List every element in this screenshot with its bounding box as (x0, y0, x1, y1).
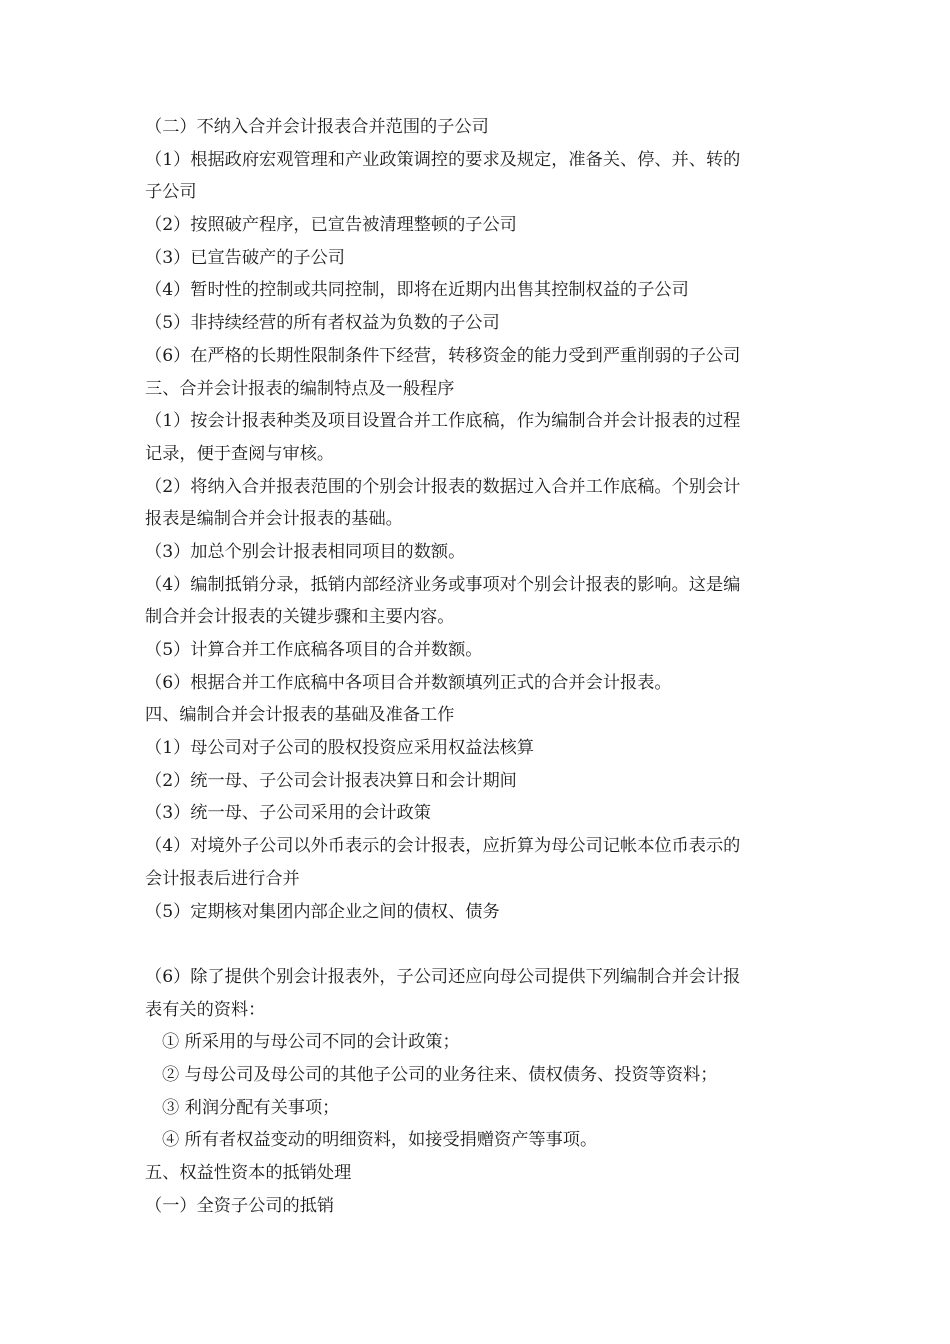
text-line: （4）暂时性的控制或共同控制，即将在近期内出售其控制权益的子公司 (145, 280, 689, 301)
section-heading: （二）不纳入合并会计报表合并范围的子公司 (145, 117, 489, 137)
text-line: 子公司 (145, 182, 197, 203)
text-line: 会计报表后进行合并 (145, 868, 300, 889)
text-line: （6）在严格的长期性限制条件下经营，转移资金的能力受到严重削弱的子公司 (145, 345, 741, 366)
text-line: （1）按会计报表种类及项目设置合并工作底稿，作为编制合并会计报表的过程 (145, 411, 741, 432)
text-line: （3）统一母、子公司采用的会计政策 (145, 803, 431, 824)
list-item: ② 与母公司及母公司的其他子公司的业务往来、债权债务、投资等资料； (162, 1064, 718, 1085)
text-line: （2）按照破产程序，已宣告被清理整顿的子公司 (145, 215, 517, 236)
text-line: （4）编制抵销分录，抵销内部经济业务或事项对个别会计报表的影响。这是编 (145, 574, 741, 595)
text-line: （4）对境外子公司以外币表示的会计报表，应折算为母公司记帐本位币表示的 (145, 836, 741, 857)
blank-line (145, 928, 810, 961)
section-heading: 三、合并会计报表的编制特点及一般程序 (145, 378, 455, 399)
text-line: （2）统一母、子公司会计报表决算日和会计期间 (145, 770, 517, 791)
section-heading: 四、编制合并会计报表的基础及准备工作 (145, 705, 455, 726)
text-line: （1）根据政府宏观管理和产业政策调控的要求及规定，准备关、停、并、转的 (145, 149, 741, 170)
text-line: （5）非持续经营的所有者权益为负数的子公司 (145, 313, 500, 334)
text-line: （6）除了提供个别会计报表外，子公司还应向母公司提供下列编制合并会计报 (145, 966, 741, 987)
text-line: 记录，便于查阅与审核。 (145, 443, 335, 464)
text-line: 报表是编制合并会计报表的基础。 (145, 509, 403, 530)
text-line: （3）加总个别会计报表相同项目的数额。 (145, 541, 466, 562)
list-item: ④ 所有者权益变动的明细资料，如接受捐赠资产等事项。 (162, 1130, 598, 1151)
list-item: ① 所采用的与母公司不同的会计政策； (162, 1032, 460, 1053)
list-item: ③ 利润分配有关事项； (162, 1097, 340, 1118)
text-line: 制合并会计报表的关键步骤和主要内容。 (145, 607, 455, 628)
section-heading: 五、权益性资本的抵销处理 (145, 1163, 352, 1183)
section-heading: （一）全资子公司的抵销 (145, 1195, 335, 1216)
text-line: （5）定期核对集团内部企业之间的债权、债务 (145, 901, 500, 922)
text-line: （2）将纳入合并报表范围的个别会计报表的数据过入合并工作底稿。个别会计 (145, 476, 741, 497)
text-line: （1）母公司对子公司的股权投资应采用权益法核算 (145, 738, 535, 759)
text-line: 表有关的资料： (145, 999, 266, 1020)
text-line: （3）已宣告破产的子公司 (145, 247, 345, 268)
text-line: （6）根据合并工作底稿中各项目合并数额填列正式的合并会计报表。 (145, 672, 672, 693)
document-body (145, 111, 810, 1222)
text-line: （5）计算合并工作底稿各项目的合并数额。 (145, 640, 483, 660)
